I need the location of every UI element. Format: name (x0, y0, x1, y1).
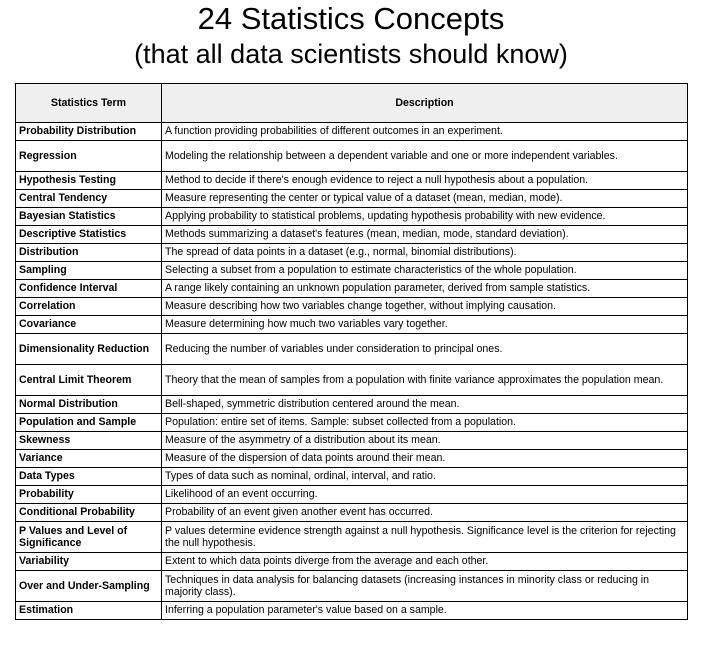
statistics-term-cell: Central Tendency (16, 190, 162, 208)
page-subtitle: (that all data scientists should know) (134, 39, 568, 69)
description-cell: The spread of data points in a dataset (e.g., normal, binomial distributions). (162, 244, 688, 262)
description-cell: Measure describing how two variables change together, without implying causation. (162, 298, 688, 316)
description-cell: Types of data such as nominal, ordinal, interval, and ratio. (162, 468, 688, 486)
statistics-term-cell: Over and Under-Sampling (16, 571, 162, 602)
header-statistics-term: Statistics Term (16, 84, 162, 123)
statistics-term-cell: Regression (16, 141, 162, 172)
table-row (16, 123, 688, 141)
statistics-term-cell: Bayesian Statistics (16, 208, 162, 226)
statistics-term-cell: Skewness (16, 432, 162, 450)
statistics-term-cell: Correlation (16, 298, 162, 316)
table-row (16, 414, 688, 432)
table-row (16, 522, 688, 553)
statistics-term-cell: Variance (16, 450, 162, 468)
description-cell: Probability of an event given another event has occurred. (162, 504, 688, 522)
table-row (16, 396, 688, 414)
statistics-term-cell: Normal Distribution (16, 396, 162, 414)
table-row (16, 468, 688, 486)
table-row (16, 298, 688, 316)
statistics-term-cell: Hypothesis Testing (16, 172, 162, 190)
table-row (16, 226, 688, 244)
table-body (16, 123, 688, 620)
table-row (16, 244, 688, 262)
table-row (16, 486, 688, 504)
description-cell: A function providing probabilities of different outcomes in an experiment. (162, 123, 688, 141)
table-row (16, 190, 688, 208)
table-row (16, 602, 688, 620)
concepts-table (15, 83, 688, 620)
table-row (16, 553, 688, 571)
statistics-term-cell: Conditional Probability (16, 504, 162, 522)
statistics-term-cell: Confidence Interval (16, 280, 162, 298)
statistics-term-cell: Population and Sample (16, 414, 162, 432)
description-cell: Modeling the relationship between a dependent variable and one or more independent variables. (162, 141, 688, 172)
table-header (16, 84, 688, 123)
description-cell: Applying probability to statistical problems, updating hypothesis probability with new evidence. (162, 208, 688, 226)
table-row (16, 316, 688, 334)
page-title: 24 Statistics Concepts (197, 1, 505, 36)
description-cell: Theory that the mean of samples from a population with finite variance approximates the population mean. (162, 365, 688, 396)
description-cell: Reducing the number of variables under consideration to principal ones. (162, 334, 688, 365)
statistics-term-cell: Descriptive Statistics (16, 226, 162, 244)
table-row (16, 141, 688, 172)
description-cell: Population: entire set of items. Sample: subset collected from a population. (162, 414, 688, 432)
description-cell: Measure determining how much two variables vary together. (162, 316, 688, 334)
header-row (16, 84, 688, 123)
description-cell: P values determine evidence strength against a null hypothesis. Significance level is the criterion for rejecting the null hypothesis. (162, 522, 688, 553)
statistics-term-cell: P Values and Level of Significance (16, 522, 162, 553)
description-cell: A range likely containing an unknown population parameter, derived from sample statistics. (162, 280, 688, 298)
table-row (16, 571, 688, 602)
table-row (16, 432, 688, 450)
statistics-term-cell: Distribution (16, 244, 162, 262)
description-cell: Measure of the dispersion of data points around their mean. (162, 450, 688, 468)
description-cell: Selecting a subset from a population to estimate characteristics of the whole population. (162, 262, 688, 280)
description-cell: Measure of the asymmetry of a distribution about its mean. (162, 432, 688, 450)
table-row (16, 172, 688, 190)
description-cell: Measure representing the center or typical value of a dataset (mean, median, mode). (162, 190, 688, 208)
description-cell: Bell-shaped, symmetric distribution centered around the mean. (162, 396, 688, 414)
statistics-term-cell: Sampling (16, 262, 162, 280)
description-cell: Techniques in data analysis for balancing datasets (increasing instances in minority class or reducing in majority class). (162, 571, 688, 602)
description-cell: Inferring a population parameter's value based on a sample. (162, 602, 688, 620)
table-row (16, 365, 688, 396)
description-cell: Extent to which data points diverge from the average and each other. (162, 553, 688, 571)
table-row (16, 450, 688, 468)
statistics-term-cell: Dimensionality Reduction (16, 334, 162, 365)
description-cell: Methods summarizing a dataset's features (mean, median, mode, standard deviation). (162, 226, 688, 244)
statistics-term-cell: Central Limit Theorem (16, 365, 162, 396)
header-description: Description (162, 84, 688, 123)
statistics-term-cell: Probability (16, 486, 162, 504)
table-row (16, 208, 688, 226)
description-cell: Likelihood of an event occurring. (162, 486, 688, 504)
statistics-term-cell: Estimation (16, 602, 162, 620)
description-cell: Method to decide if there's enough evidence to reject a null hypothesis about a population. (162, 172, 688, 190)
table-row (16, 262, 688, 280)
statistics-term-cell: Data Types (16, 468, 162, 486)
statistics-term-cell: Covariance (16, 316, 162, 334)
statistics-term-cell: Variability (16, 553, 162, 571)
table-row (16, 280, 688, 298)
statistics-term-cell: Probability Distribution (16, 123, 162, 141)
table-row (16, 504, 688, 522)
table-row (16, 334, 688, 365)
